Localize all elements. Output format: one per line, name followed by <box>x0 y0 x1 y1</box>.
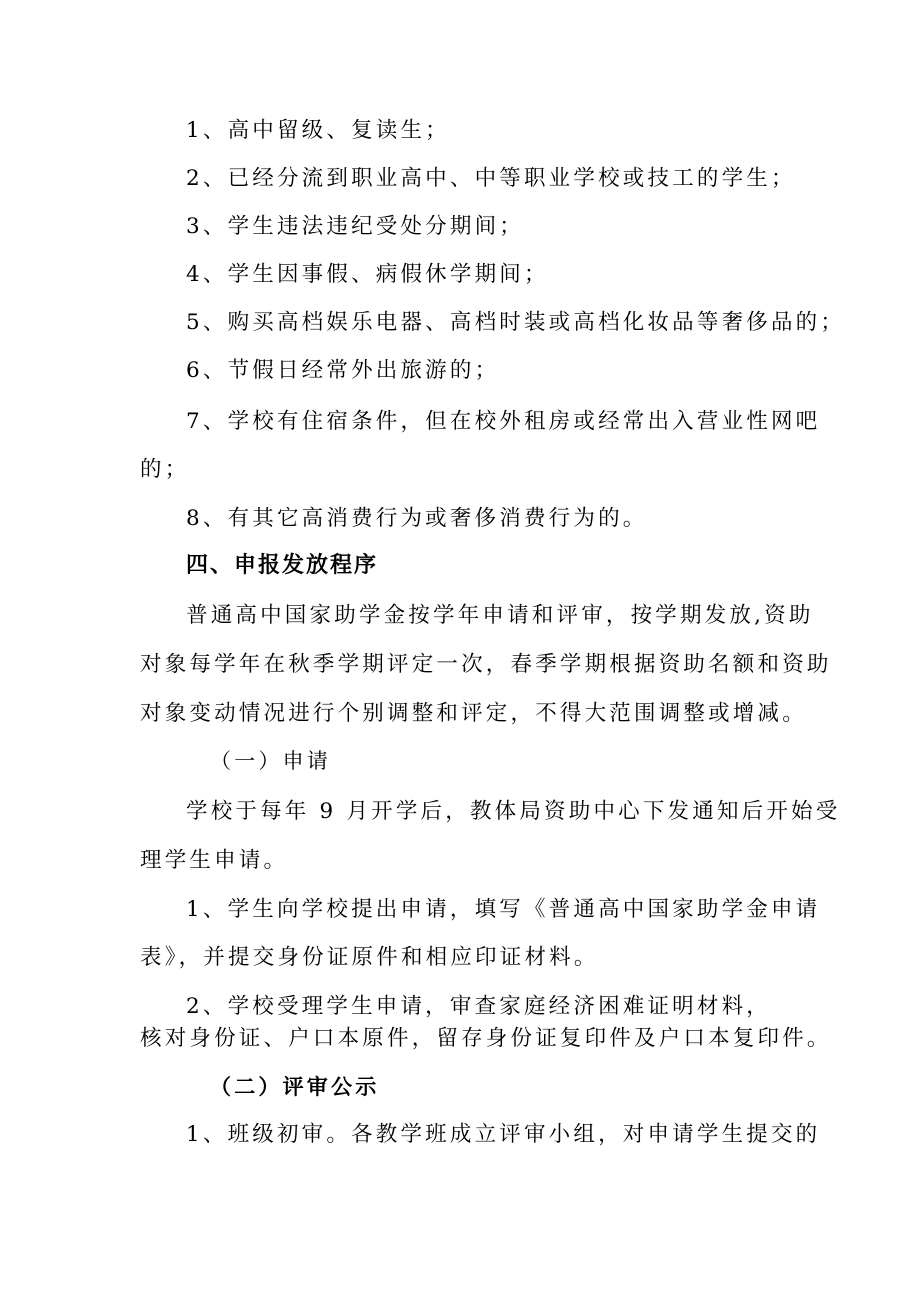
exclusion-item-8: 8、有其它高消费行为或奢侈消费行为的。 <box>186 506 648 531</box>
exclusion-item-3: 3、学生违法违纪受处分期间； <box>186 214 524 239</box>
exclusion-item-4: 4、学生因事假、病假休学期间； <box>186 262 549 287</box>
section-heading: 四、申报发放程序 <box>186 553 379 578</box>
section-intro-line-2: 对象每学年在秋季学期评定一次，春季学期根据资助名额和资助 <box>140 652 832 677</box>
application-item-1-line-1: 1、学生向学校提出申请，填写《普通高中国家助学金申请 <box>186 897 821 922</box>
section-intro-line-1: 普通高中国家助学金按学年申请和评审，按学期发放,资助 <box>186 603 814 628</box>
section-intro-line-3: 对象变动情况进行个别调整和评定，不得大范围调整或增减。 <box>140 701 807 726</box>
application-para-line-2: 理学生申请。 <box>140 848 289 873</box>
application-item-1-line-2: 表》，并提交身份证原件和相应印证材料。 <box>140 945 599 970</box>
exclusion-item-7-continued: 的； <box>140 457 190 482</box>
application-para-line-1: 学校于每年 9 月开学后，教体局资助中心下发通知后开始受 <box>186 799 841 824</box>
exclusion-item-2: 2、已经分流到职业高中、中等职业学校或技工的学生； <box>186 166 796 191</box>
review-item-1: 1、班级初审。各教学班成立评审小组，对申请学生提交的 <box>186 1122 821 1147</box>
application-item-2-line-2: 核对身份证、户口本原件，留存身份证复印件及户口本复印件。 <box>140 1026 832 1051</box>
application-item-2-line-1: 2、学校受理学生申请，审查家庭经济困难证明材料， <box>186 994 771 1019</box>
exclusion-item-1: 1、高中留级、复读生； <box>186 118 450 143</box>
exclusion-item-6: 6、节假日经常外出旅游的； <box>186 358 500 383</box>
exclusion-item-7: 7、学校有住宿条件，但在校外租房或经常出入营业性网吧 <box>186 409 821 434</box>
subsection-heading-application: （一）申请 <box>210 749 331 773</box>
exclusion-item-5: 5、购买高档娱乐电器、高档时装或高档化妆品等奢侈品的； <box>186 310 846 335</box>
subsection-heading-review: （二）评审公示 <box>210 1074 380 1099</box>
